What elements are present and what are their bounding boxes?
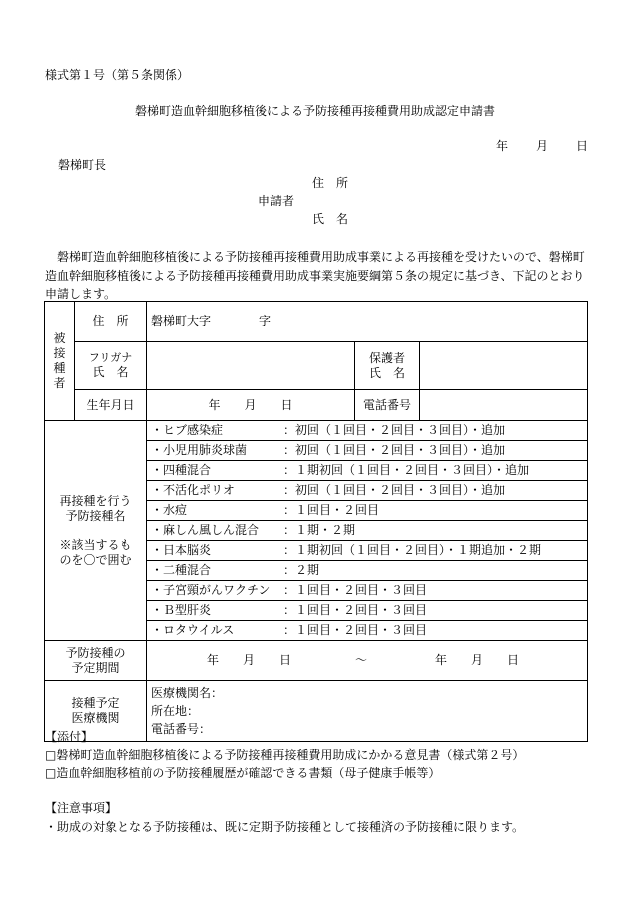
vaccine-row[interactable]: ・日本脳炎 ：１期初回（１回目・２回目）・１期追加・２期 [147,540,587,560]
birthdate-field[interactable]: 年 月 日 [147,390,355,421]
vaccine-label-cell [45,421,147,641]
vaccine-row[interactable]: ・二種混合 ：２期 [147,560,587,580]
clinic-label-2: 医療機関 [71,711,120,725]
attachment-item: □造血幹細胞移植前の予防接種履歴が確認できる書類（母子健康手帳等） [45,766,441,780]
date-day: 日 [576,139,589,153]
date-year: 年 [496,139,509,153]
vaccine-note-2: のを〇で囲む [59,552,132,567]
vaccine-row[interactable]: ・小児用肺炎球菌 ：初回（１回目・２回目・３回目）・追加 [147,440,587,460]
furigana-label: フリガナ [88,351,133,365]
intro-text: 磐梯町造血幹細胞移植後による予防接種再接種費用助成事業による再接種を受けたいので、磐梯町造血幹細胞移植後による予防接種再接種費用助成事業実施要綱第５条の規定に基づき、下記のとおり申請します。 [45,250,585,301]
notes-heading: 【注意事項】 [45,801,118,815]
applicant-name-label: 氏 名 [312,212,349,226]
guardian-label: 保護者 [368,350,405,365]
guardian-name-label: 氏 名 [368,365,405,380]
applicant-role-label: 申請者 [258,194,295,208]
name-field[interactable] [147,342,355,390]
date-month: 月 [536,139,549,153]
vaccine-row[interactable]: ・ロタウイルス ：１回目・２回目・３回目 [147,620,587,640]
period-to: 年 月 日 [435,653,520,667]
address-label: 住 所 [75,302,147,342]
phone-field[interactable] [420,390,588,421]
vaccine-row[interactable]: ・子宮頸がんワクチン ：１回目・２回目・３回目 [147,580,587,600]
phone-label: 電話番号 [355,390,420,421]
vaccine-row[interactable]: ・ヒブ感染症 ：初回（１回目・２回目・３回目）・追加 [151,423,506,437]
period-label-2: 予定期間 [71,660,120,675]
vaccine-label-1: 再接種を行う [59,493,132,508]
period-label-cell [45,641,147,681]
vaccine-row[interactable]: ・Ｂ型肝炎 ：１回目・２回目・３回目 [147,600,587,620]
vaccine-row[interactable]: ・麻しん風しん混合 ：１期・２期 [147,520,587,540]
vaccine-list [147,421,588,641]
application-table [44,301,588,742]
clinic-phone-label: 電話番号： [151,722,212,736]
guardian-label-cell [355,342,420,390]
period-field[interactable] [147,641,588,681]
guardian-name-field[interactable] [420,342,588,390]
period-from: 年 月 日 [207,653,292,667]
clinic-field[interactable] [147,681,588,742]
name-label: 氏 名 [92,364,129,379]
addressee: 磐梯町長 [58,158,107,172]
vaccine-row[interactable]: ・水痘 ：１回目・２回目 [147,500,587,520]
clinic-label-1: 接種予定 [71,696,120,710]
subject-label: 被 接 種 者 [45,302,75,421]
name-label-cell [75,342,147,390]
vaccine-label-2: 予防接種名 [65,508,126,523]
document-title: 磐梯町造血幹細胞移植後による予防接種再接種費用助成認定申請書 [134,104,495,118]
form-number: 様式第１号（第５条関係） [45,68,190,82]
clinic-address-label: 所在地： [151,704,200,718]
period-label-1: 予防接種の [65,645,126,660]
vaccine-row[interactable]: ・不活化ポリオ ：初回（１回目・２回目・３回目）・追加 [147,480,587,500]
address-field[interactable]: 磐梯町大字 字 [147,302,588,342]
period-separator: ～ [355,653,368,667]
vaccine-row[interactable]: ・四種混合 ：１期初回（１回目・２回目・３回目）・追加 [147,460,587,480]
attachment-item: □磐梯町造血幹細胞移植後による予防接種再接種費用助成にかかる意見書（様式第２号） [45,748,525,762]
birthdate-label: 生年月日 [75,390,147,421]
clinic-name-label: 医療機関名： [151,686,224,700]
applicant-address-label: 住 所 [312,176,349,190]
vaccine-note-1: ※該当するも [59,537,132,552]
note-item: ・助成の対象となる予防接種は、既に定期予防接種として接種済の予防接種に限ります。 [45,820,525,834]
attachments-heading: 【添付】 [45,730,94,744]
